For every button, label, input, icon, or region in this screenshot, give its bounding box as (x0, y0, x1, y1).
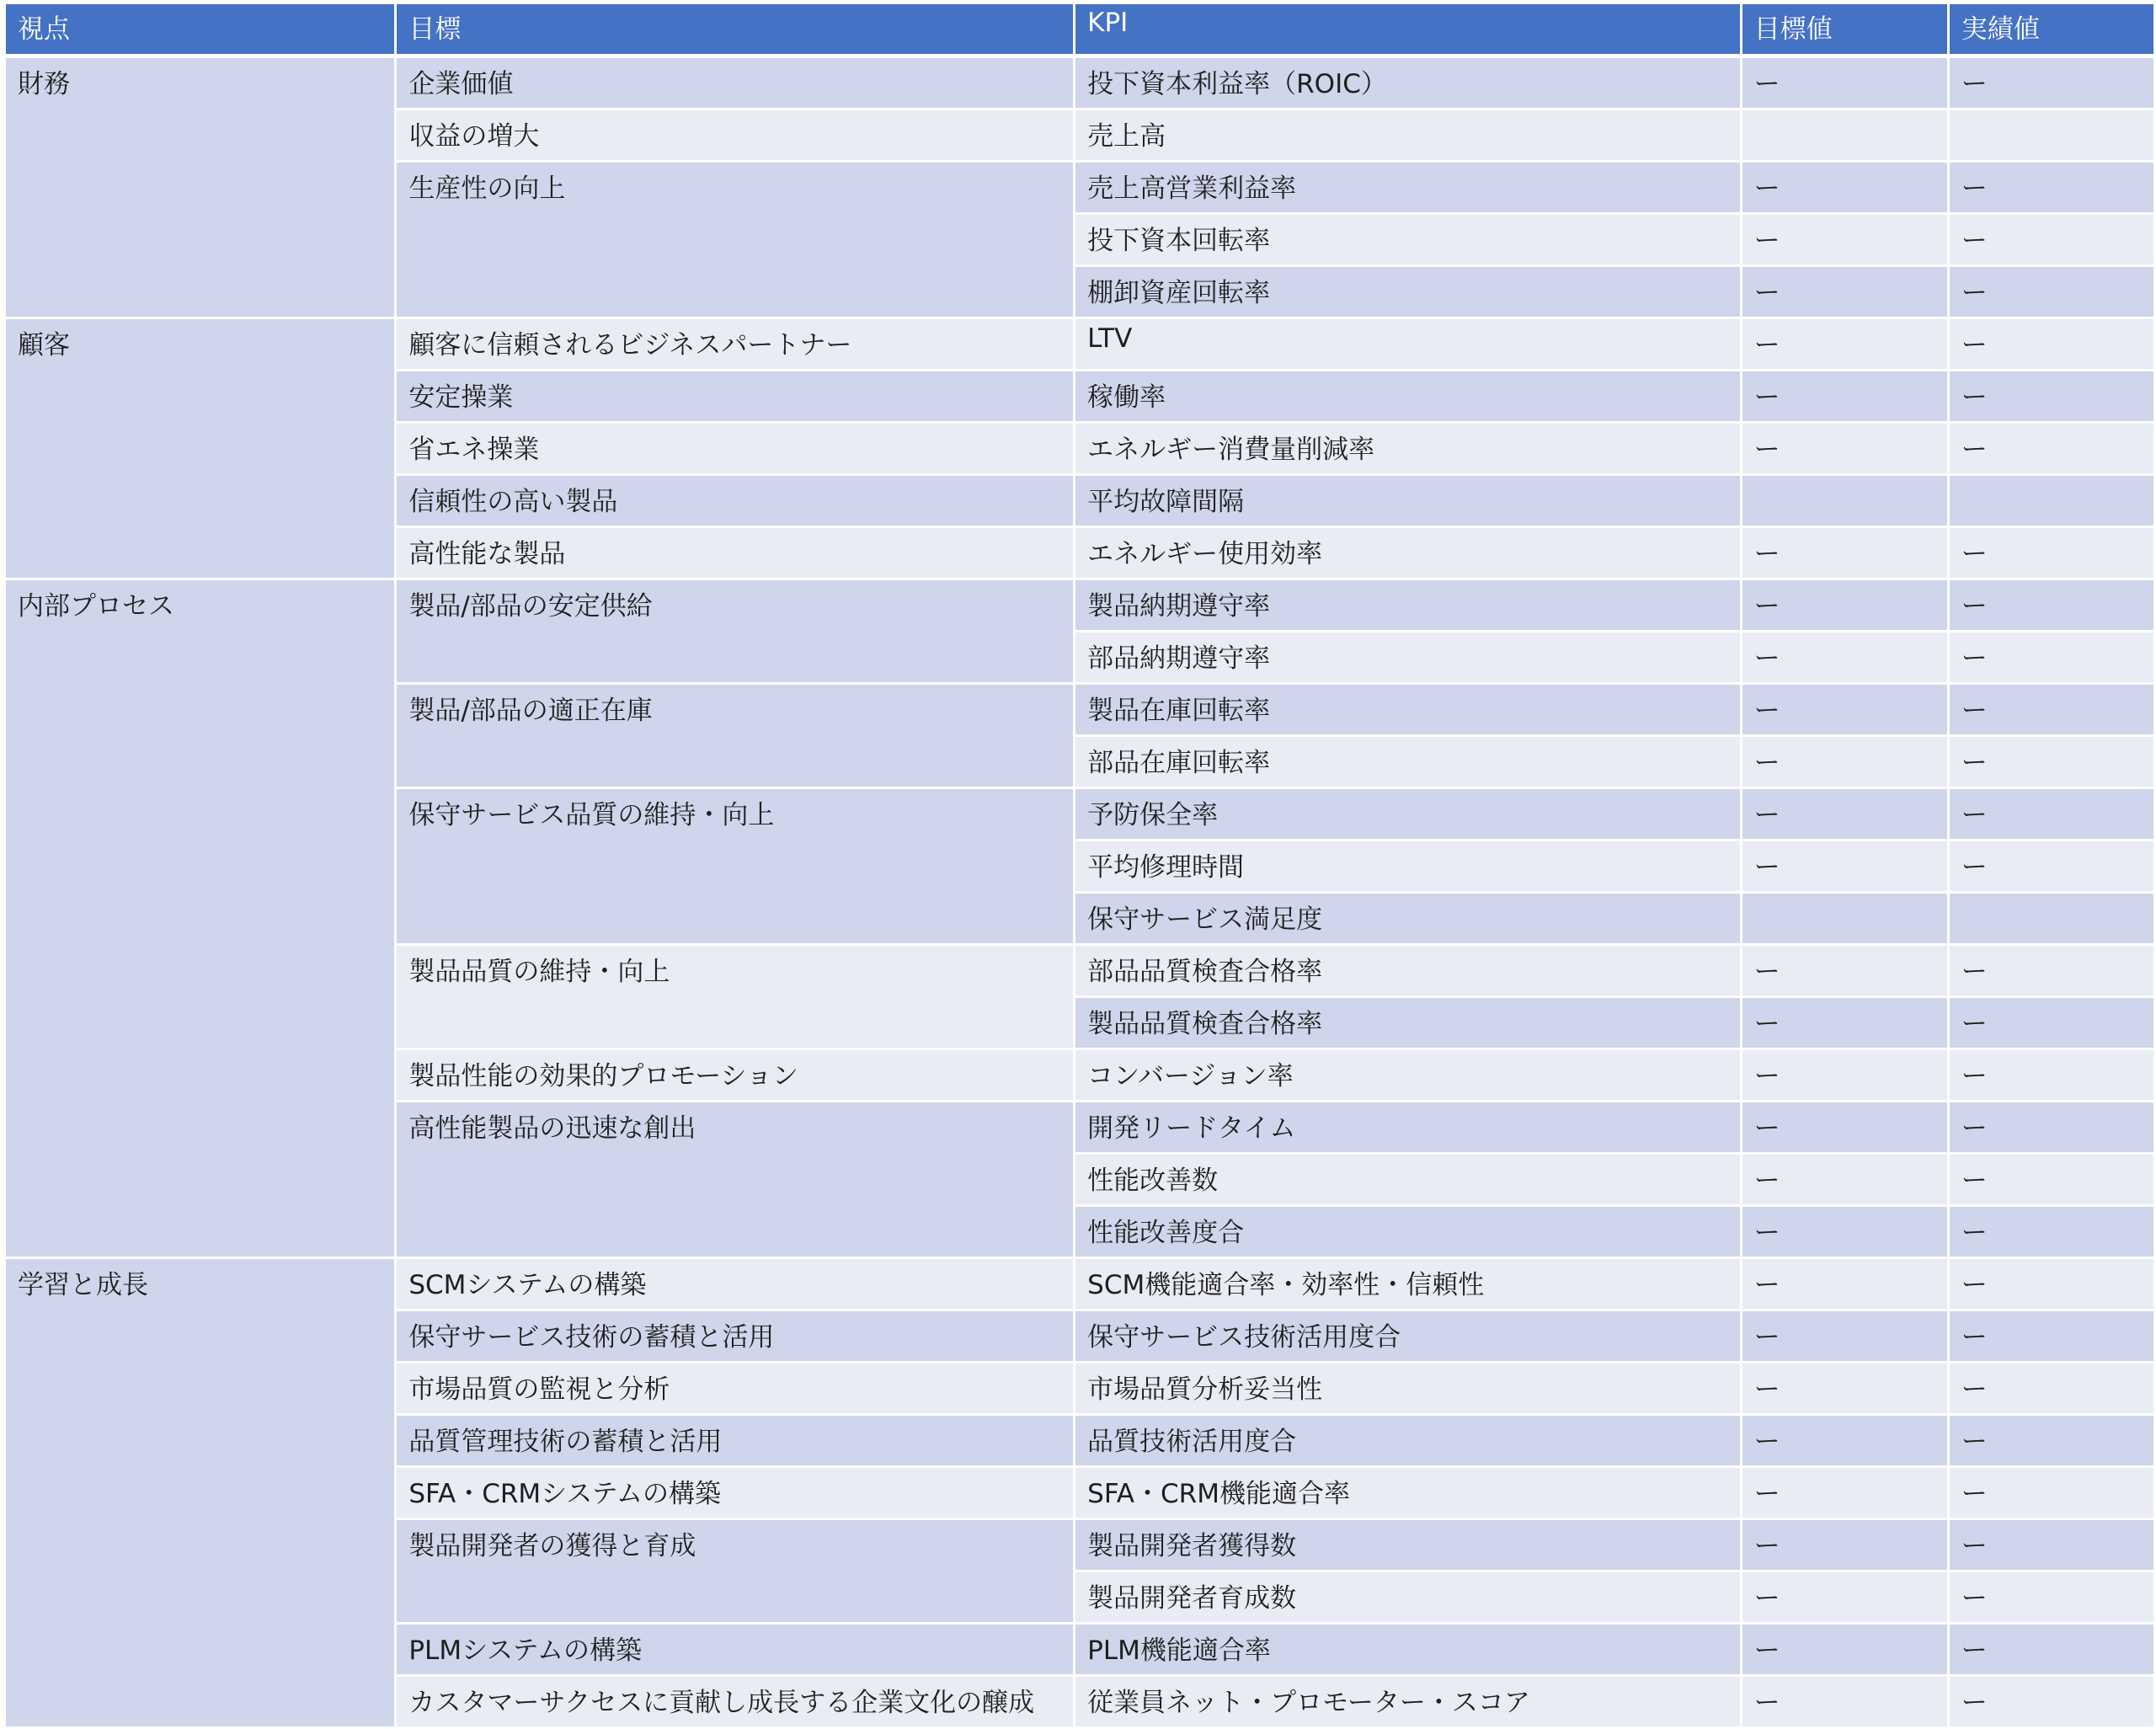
header-row (5, 3, 2155, 56)
target-value-cell: ー (1741, 1519, 1948, 1572)
actual-value-cell: ー (1948, 56, 2154, 109)
target-value-cell: ー (1741, 840, 1948, 893)
actual-value-cell: ー (1948, 1206, 2154, 1258)
target-value-cell: ー (1741, 162, 1948, 214)
target-value-cell: ー (1741, 371, 1948, 423)
target-value-cell: ー (1741, 736, 1948, 788)
objective-cell: 製品性能の効果的プロモーション (396, 1049, 1075, 1102)
perspective-cell: 学習と成長 (5, 1258, 396, 1728)
actual-value-cell: ー (1948, 840, 2154, 893)
objective-cell: PLMシステムの構築 (396, 1624, 1075, 1676)
actual-value-cell: ー (1948, 1154, 2154, 1206)
objective-cell: 製品開発者の獲得と育成 (396, 1519, 1075, 1624)
actual-value-cell: ー (1948, 1624, 2154, 1676)
target-value-cell: ー (1741, 1310, 1948, 1363)
kpi-cell: 予防保全率 (1075, 788, 1741, 840)
actual-value-cell: ー (1948, 1572, 2154, 1624)
target-value-cell: ー (1741, 318, 1948, 371)
objective-cell: 顧客に信頼されるビジネスパートナー (396, 318, 1075, 371)
kpi-cell: 部品品質検査合格率 (1075, 945, 1741, 997)
actual-value-cell: ー (1948, 579, 2154, 632)
target-value-cell: ー (1741, 423, 1948, 475)
kpi-cell: 部品納期遵守率 (1075, 632, 1741, 684)
header-actual-value: 実績値 (1948, 3, 2154, 56)
actual-value-cell: ー (1948, 266, 2154, 318)
objective-cell: 高性能製品の迅速な創出 (396, 1102, 1075, 1258)
target-value-cell: ー (1741, 788, 1948, 840)
target-value-cell: ー (1741, 1467, 1948, 1519)
objective-cell: 信頼性の高い製品 (396, 475, 1075, 527)
table-row (5, 56, 2155, 109)
table-row (5, 579, 2155, 632)
target-value-cell: ー (1741, 997, 1948, 1049)
actual-value-cell: ー (1948, 1519, 2154, 1572)
kpi-cell: 製品開発者獲得数 (1075, 1519, 1741, 1572)
actual-value-cell (1948, 893, 2154, 945)
target-value-cell: ー (1741, 1415, 1948, 1467)
kpi-cell: 製品品質検査合格率 (1075, 997, 1741, 1049)
objective-cell: カスタマーサクセスに貢献し成長する企業文化の醸成 (396, 1676, 1075, 1728)
objective-cell: 製品/部品の適正在庫 (396, 684, 1075, 788)
kpi-cell: 売上高 (1075, 109, 1741, 162)
objective-cell: 省エネ操業 (396, 423, 1075, 475)
kpi-cell: 性能改善数 (1075, 1154, 1741, 1206)
actual-value-cell: ー (1948, 788, 2154, 840)
kpi-cell: 従業員ネット・プロモーター・スコア (1075, 1676, 1741, 1728)
actual-value-cell: ー (1948, 684, 2154, 736)
objective-cell: 生産性の向上 (396, 162, 1075, 318)
actual-value-cell: ー (1948, 1467, 2154, 1519)
kpi-cell: 性能改善度合 (1075, 1206, 1741, 1258)
kpi-cell: 稼働率 (1075, 371, 1741, 423)
actual-value-cell: ー (1948, 1258, 2154, 1310)
kpi-cell: SCM機能適合率・効率性・信頼性 (1075, 1258, 1741, 1310)
objective-cell: 製品品質の維持・向上 (396, 945, 1075, 1049)
target-value-cell (1741, 893, 1948, 945)
actual-value-cell: ー (1948, 632, 2154, 684)
target-value-cell: ー (1741, 1624, 1948, 1676)
header-kpi: KPI (1075, 3, 1741, 56)
objective-cell: 製品/部品の安定供給 (396, 579, 1075, 684)
kpi-cell: 売上高営業利益率 (1075, 162, 1741, 214)
perspective-cell: 内部プロセス (5, 579, 396, 1258)
target-value-cell: ー (1741, 1102, 1948, 1154)
actual-value-cell: ー (1948, 371, 2154, 423)
kpi-cell: 製品開発者育成数 (1075, 1572, 1741, 1624)
kpi-table (3, 2, 2156, 1729)
table-row (5, 1258, 2155, 1310)
target-value-cell: ー (1741, 1363, 1948, 1415)
objective-cell: SFA・CRMシステムの構築 (396, 1467, 1075, 1519)
kpi-cell: 平均故障間隔 (1075, 475, 1741, 527)
target-value-cell: ー (1741, 684, 1948, 736)
target-value-cell: ー (1741, 1049, 1948, 1102)
actual-value-cell: ー (1948, 214, 2154, 266)
table-body (5, 56, 2155, 1728)
actual-value-cell (1948, 109, 2154, 162)
objective-cell: 高性能な製品 (396, 527, 1075, 579)
actual-value-cell: ー (1948, 1310, 2154, 1363)
kpi-cell: 市場品質分析妥当性 (1075, 1363, 1741, 1415)
objective-cell: 企業価値 (396, 56, 1075, 109)
kpi-cell: エネルギー使用効率 (1075, 527, 1741, 579)
kpi-cell: 製品在庫回転率 (1075, 684, 1741, 736)
target-value-cell: ー (1741, 527, 1948, 579)
kpi-cell: 保守サービス満足度 (1075, 893, 1741, 945)
kpi-cell: LTV (1075, 318, 1741, 371)
kpi-cell: 品質技術活用度合 (1075, 1415, 1741, 1467)
actual-value-cell: ー (1948, 1676, 2154, 1728)
objective-cell: 保守サービス技術の蓄積と活用 (396, 1310, 1075, 1363)
target-value-cell: ー (1741, 632, 1948, 684)
target-value-cell: ー (1741, 266, 1948, 318)
table-header (5, 3, 2155, 56)
target-value-cell: ー (1741, 56, 1948, 109)
actual-value-cell: ー (1948, 162, 2154, 214)
perspective-cell: 顧客 (5, 318, 396, 579)
target-value-cell: ー (1741, 579, 1948, 632)
objective-cell: 品質管理技術の蓄積と活用 (396, 1415, 1075, 1467)
target-value-cell: ー (1741, 1154, 1948, 1206)
header-perspective: 視点 (5, 3, 396, 56)
kpi-cell: 保守サービス技術活用度合 (1075, 1310, 1741, 1363)
kpi-cell: 棚卸資産回転率 (1075, 266, 1741, 318)
actual-value-cell: ー (1948, 1102, 2154, 1154)
kpi-cell: PLM機能適合率 (1075, 1624, 1741, 1676)
actual-value-cell: ー (1948, 1049, 2154, 1102)
actual-value-cell (1948, 475, 2154, 527)
target-value-cell: ー (1741, 1206, 1948, 1258)
actual-value-cell: ー (1948, 318, 2154, 371)
actual-value-cell: ー (1948, 945, 2154, 997)
actual-value-cell: ー (1948, 527, 2154, 579)
target-value-cell: ー (1741, 1258, 1948, 1310)
objective-cell: SCMシステムの構築 (396, 1258, 1075, 1310)
objective-cell: 収益の増大 (396, 109, 1075, 162)
kpi-cell: SFA・CRM機能適合率 (1075, 1467, 1741, 1519)
kpi-cell: コンバージョン率 (1075, 1049, 1741, 1102)
target-value-cell: ー (1741, 945, 1948, 997)
header-objective: 目標 (396, 3, 1075, 56)
kpi-cell: 製品納期遵守率 (1075, 579, 1741, 632)
objective-cell: 保守サービス品質の維持・向上 (396, 788, 1075, 945)
kpi-cell: 平均修理時間 (1075, 840, 1741, 893)
actual-value-cell: ー (1948, 423, 2154, 475)
header-target-value: 目標値 (1741, 3, 1948, 56)
actual-value-cell: ー (1948, 997, 2154, 1049)
perspective-cell: 財務 (5, 56, 396, 318)
target-value-cell: ー (1741, 1676, 1948, 1728)
objective-cell: 安定操業 (396, 371, 1075, 423)
kpi-cell: 投下資本回転率 (1075, 214, 1741, 266)
target-value-cell: ー (1741, 214, 1948, 266)
target-value-cell (1741, 109, 1948, 162)
kpi-cell: エネルギー消費量削減率 (1075, 423, 1741, 475)
target-value-cell: ー (1741, 1572, 1948, 1624)
target-value-cell (1741, 475, 1948, 527)
kpi-cell: 開発リードタイム (1075, 1102, 1741, 1154)
actual-value-cell: ー (1948, 1415, 2154, 1467)
kpi-cell: 部品在庫回転率 (1075, 736, 1741, 788)
kpi-cell: 投下資本利益率（ROIC） (1075, 56, 1741, 109)
table-row (5, 318, 2155, 371)
objective-cell: 市場品質の監視と分析 (396, 1363, 1075, 1415)
actual-value-cell: ー (1948, 1363, 2154, 1415)
actual-value-cell: ー (1948, 736, 2154, 788)
